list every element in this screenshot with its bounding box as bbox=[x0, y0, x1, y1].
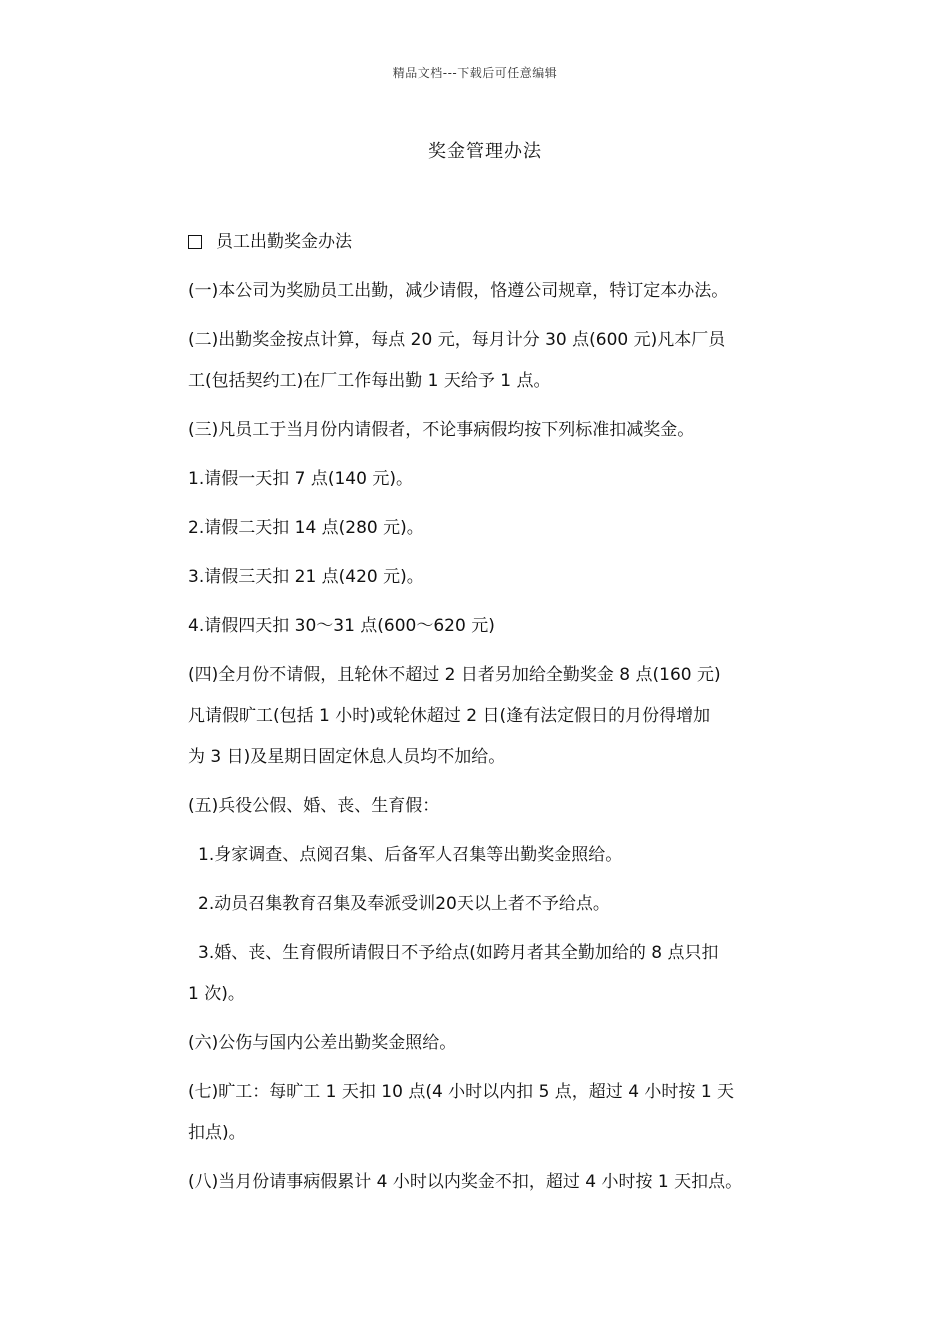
paragraph-line: (八)当月份请事病假累计 4 小时以内奖金不扣，超过 4 小时按 1 天扣点。 bbox=[188, 1172, 743, 1192]
paragraph-line: 扣点)。 bbox=[188, 1123, 246, 1143]
paragraph-line: (七)旷工：每旷工 1 天扣 10 点(4 小时以内扣 5 点，超过 4 小时按 1 天 bbox=[188, 1082, 735, 1102]
paragraph-line: (四)全月份不请假，且轮休不超过 2 日者另加给全勤奖金 8 点(160 元) bbox=[188, 665, 721, 685]
paragraph-line: 3.请假三天扣 21 点(420 元)。 bbox=[188, 567, 424, 587]
list-item bbox=[188, 841, 798, 869]
paragraph bbox=[188, 1029, 798, 1057]
paragraph-line: 4.请假四天扣 30～31 点(600～620 元) bbox=[188, 616, 495, 636]
paragraph bbox=[188, 1168, 798, 1196]
checkbox-icon bbox=[188, 235, 202, 249]
list-item bbox=[188, 514, 798, 542]
paragraph bbox=[188, 277, 798, 305]
paragraph-line: 凡请假旷工(包括 1 小时)或轮休超过 2 日(逢有法定假日的月份得增加 bbox=[188, 706, 711, 726]
paragraph bbox=[188, 792, 798, 820]
paragraph-line: 1 次)。 bbox=[188, 984, 245, 1004]
paragraph-line: 1.请假一天扣 7 点(140 元)。 bbox=[188, 469, 413, 489]
section-heading bbox=[188, 228, 798, 256]
paragraph-line: (三)凡员工于当月份内请假者，不论事病假均按下列标准扣减奖金。 bbox=[188, 420, 695, 440]
document-body bbox=[188, 228, 798, 1217]
paragraph bbox=[188, 1078, 798, 1147]
paragraph-line: (一)本公司为奖励员工出勤，减少请假，恪遵公司规章，特订定本办法。 bbox=[188, 281, 729, 301]
paragraph bbox=[188, 326, 798, 395]
paragraph-line: 1.身家调查、点阅召集、后备军人召集等出勤奖金照给。 bbox=[198, 845, 623, 865]
list-item bbox=[188, 563, 798, 591]
paragraph-line: (二)出勤奖金按点计算，每点 20 元，每月计分 30 点(600 元)凡本厂员 bbox=[188, 330, 726, 350]
list-item bbox=[188, 890, 798, 918]
paragraph-line: 2.动员召集教育召集及奉派受训20天以上者不予给点。 bbox=[198, 894, 610, 914]
section-heading-text: 员工出勤奖金办法 bbox=[216, 232, 352, 252]
list-item bbox=[188, 465, 798, 493]
page-header: 精品文档---下载后可任意编辑 bbox=[392, 66, 558, 80]
paragraph bbox=[188, 661, 798, 771]
list-item bbox=[188, 612, 798, 640]
paragraph-line: 工(包括契约工)在厂工作每出勤 1 天给予 1 点。 bbox=[188, 371, 551, 391]
list-item bbox=[188, 939, 798, 1008]
paragraph-line: 2.请假二天扣 14 点(280 元)。 bbox=[188, 518, 424, 538]
paragraph-line: (六)公伤与国内公差出勤奖金照给。 bbox=[188, 1033, 457, 1053]
paragraph-line: 3.婚、丧、生育假所请假日不予给点(如跨月者其全勤加给的 8 点只扣 bbox=[198, 943, 719, 963]
document-title: 奖金管理办法 bbox=[428, 141, 542, 162]
paragraph-line: 为 3 日)及星期日固定休息人员均不加给。 bbox=[188, 747, 506, 767]
paragraph-line: (五)兵役公假、婚、丧、生育假： bbox=[188, 796, 440, 816]
paragraph bbox=[188, 416, 798, 444]
